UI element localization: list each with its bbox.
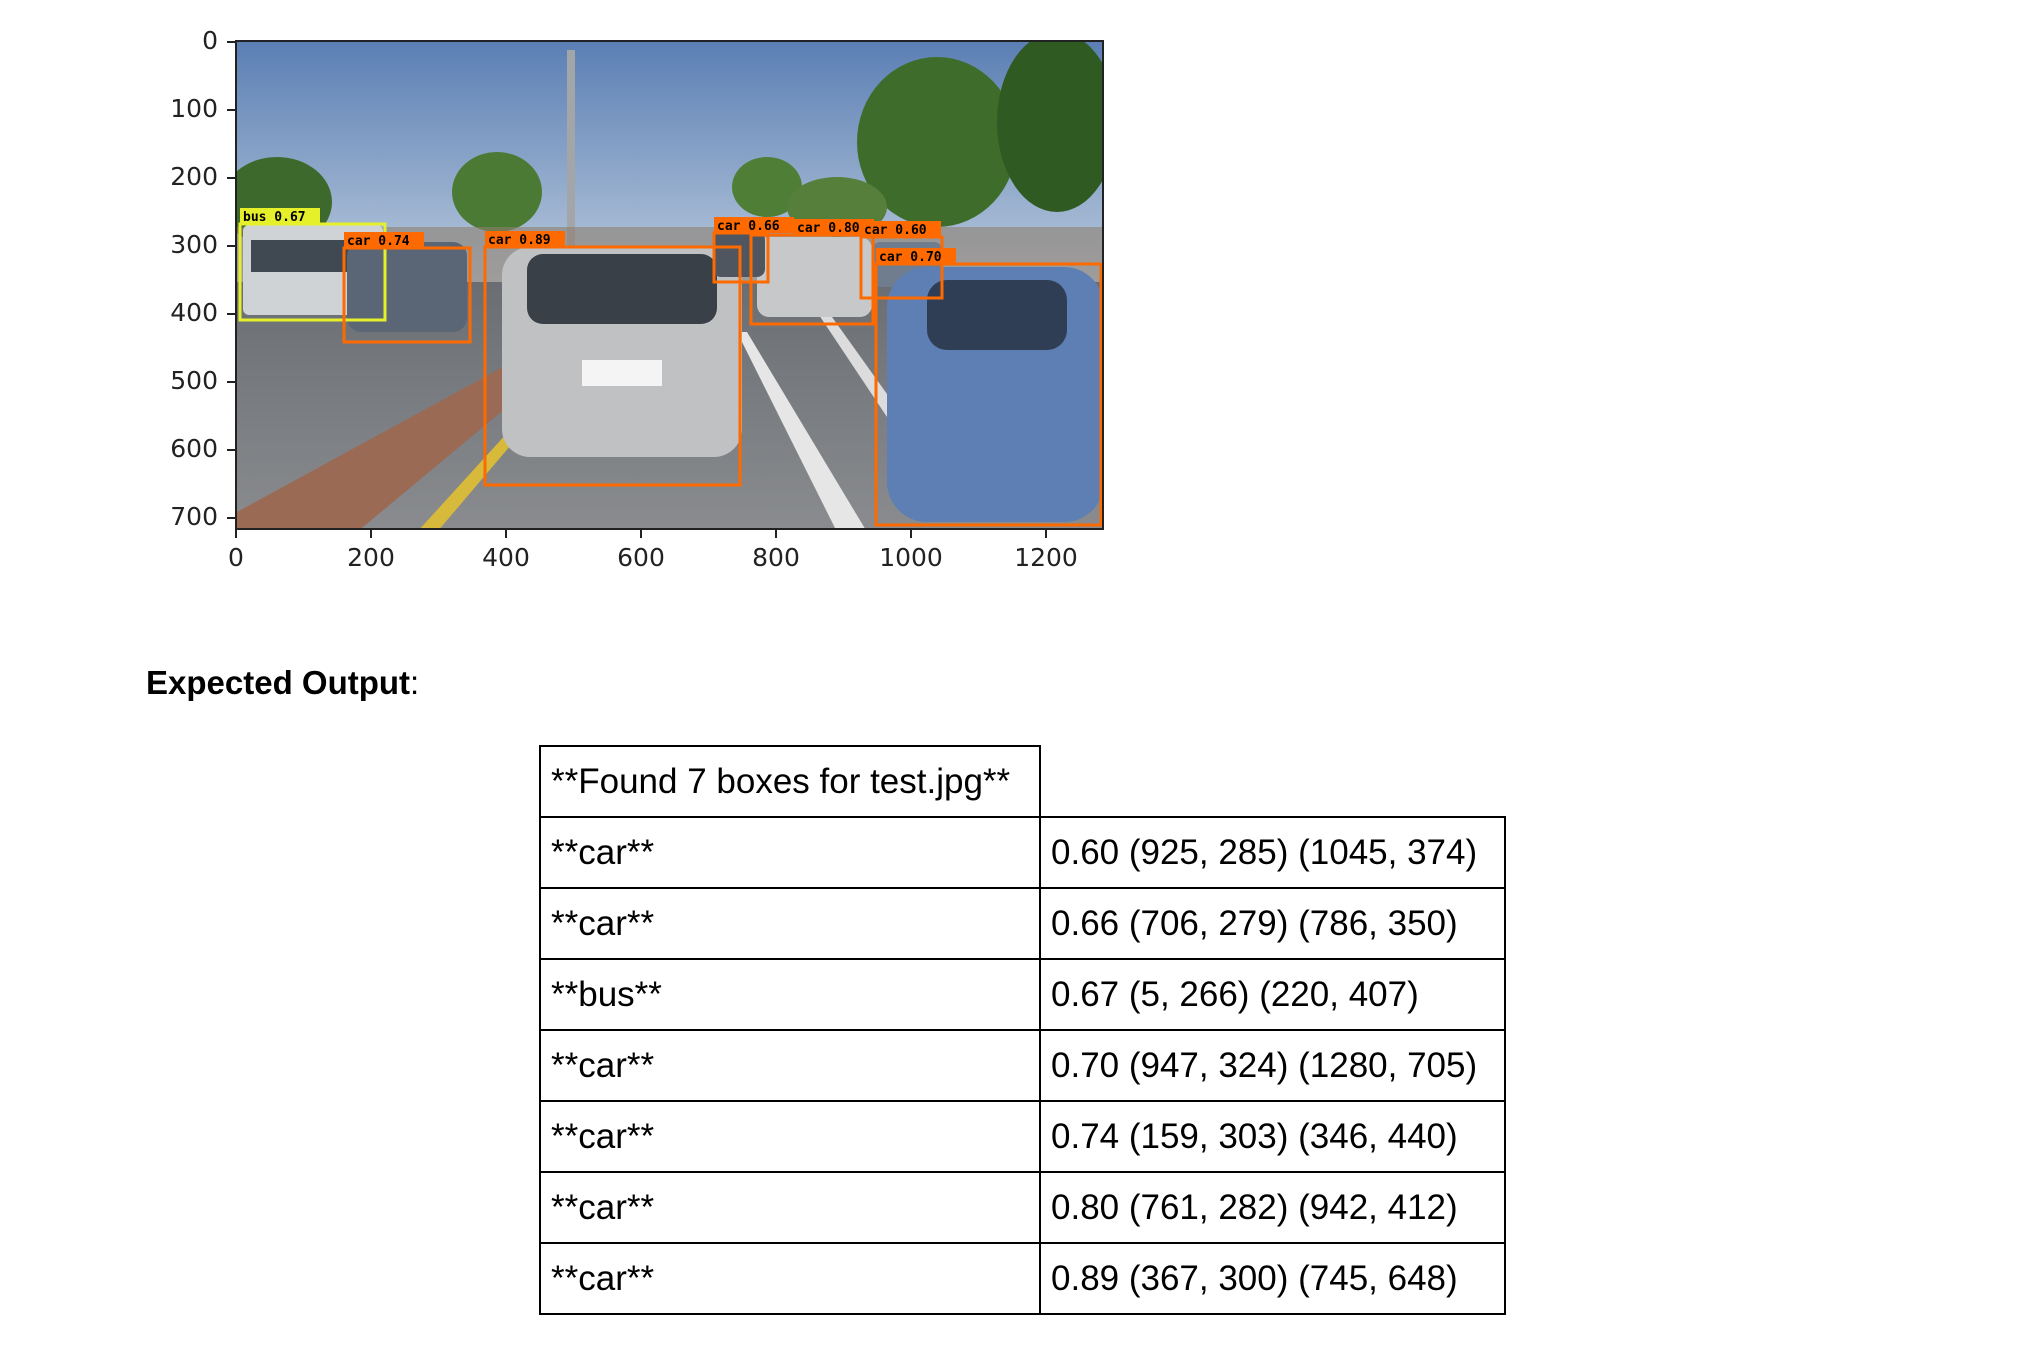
score-box-cell: 0.89 (367, 300) (745, 648) — [1040, 1243, 1505, 1314]
class-cell: **car** — [540, 1030, 1040, 1101]
class-cell: **car** — [540, 1172, 1040, 1243]
score-box-cell: 0.67 (5, 266) (220, 407) — [1040, 959, 1505, 1030]
detection-results-table — [539, 745, 1506, 1315]
table-row — [540, 817, 1505, 888]
y-tick-label: 100 — [170, 94, 218, 123]
x-tick-label: 600 — [617, 543, 665, 572]
table-row — [540, 1030, 1505, 1101]
x-tick-label: 400 — [482, 543, 530, 572]
y-tick-mark — [227, 313, 235, 315]
x-tick-mark — [370, 530, 372, 538]
x-tick-mark — [235, 530, 237, 538]
y-tick-label: 400 — [170, 298, 218, 327]
y-tick-mark — [227, 177, 235, 179]
score-box-cell: 0.74 (159, 303) (346, 440) — [1040, 1101, 1505, 1172]
class-cell: **car** — [540, 1243, 1040, 1314]
table-row — [540, 959, 1505, 1030]
box-label-tag — [344, 232, 424, 249]
class-cell: **car** — [540, 817, 1040, 888]
box-label-text: bus 0.67 — [243, 210, 306, 225]
y-tick-label: 700 — [170, 502, 218, 531]
score-box-cell: 0.80 (761, 282) (942, 412) — [1040, 1172, 1505, 1243]
expected-output-heading — [146, 664, 419, 702]
score-box-cell: 0.70 (947, 324) (1280, 705) — [1040, 1030, 1505, 1101]
score-box-cell: 0.60 (925, 285) (1045, 374) — [1040, 817, 1505, 888]
y-tick-mark — [227, 41, 235, 43]
x-tick-label: 800 — [752, 543, 800, 572]
y-tick-label: 500 — [170, 366, 218, 395]
x-tick-label: 0 — [228, 543, 244, 572]
y-tick-mark — [227, 245, 235, 247]
y-tick-mark — [227, 517, 235, 519]
table-row — [540, 888, 1505, 959]
expected-output-colon: : — [410, 664, 420, 701]
box-label-tag — [485, 231, 565, 248]
x-tick-mark — [640, 530, 642, 538]
road-scene-drawing — [237, 42, 1104, 530]
x-tick-mark — [505, 530, 507, 538]
empty-cell — [1040, 746, 1505, 817]
y-tick-mark — [227, 449, 235, 451]
x-tick-mark — [1045, 530, 1047, 538]
class-cell: **bus** — [540, 959, 1040, 1030]
box-label-text: car 0.60 — [864, 223, 927, 238]
x-tick-mark — [775, 530, 777, 538]
x-tick-label: 200 — [347, 543, 395, 572]
table-header-row — [540, 746, 1505, 817]
car-shape — [757, 237, 872, 317]
table-row — [540, 1172, 1505, 1243]
class-cell: **car** — [540, 888, 1040, 959]
y-tick-label: 200 — [170, 162, 218, 191]
y-tick-label: 300 — [170, 230, 218, 259]
y-tick-label: 600 — [170, 434, 218, 463]
box-label-tag — [861, 221, 941, 238]
class-cell: **car** — [540, 1101, 1040, 1172]
table-row — [540, 1243, 1505, 1314]
road-scene-image — [235, 40, 1104, 530]
y-tick-mark — [227, 109, 235, 111]
x-tick-label: 1200 — [1014, 543, 1078, 572]
x-tick-mark — [910, 530, 912, 538]
y-tick-mark — [227, 381, 235, 383]
box-label-text: car 0.66 — [717, 219, 780, 234]
table-row — [540, 1101, 1505, 1172]
box-label-text: car 0.70 — [879, 250, 942, 265]
table-title-cell: **Found 7 boxes for test.jpg** — [540, 746, 1040, 817]
box-label-text: car 0.74 — [347, 234, 410, 249]
y-tick-label: 0 — [202, 26, 218, 55]
expected-output-label: Expected Output — [146, 664, 411, 701]
x-tick-label: 1000 — [879, 543, 943, 572]
box-label-tag — [876, 248, 956, 265]
score-box-cell: 0.66 (706, 279) (786, 350) — [1040, 888, 1505, 959]
box-label-text: car 0.89 — [488, 233, 551, 248]
box-label-tag — [714, 217, 794, 234]
box-label-tag — [240, 208, 320, 225]
box-label-text: car 0.80 — [797, 221, 860, 236]
